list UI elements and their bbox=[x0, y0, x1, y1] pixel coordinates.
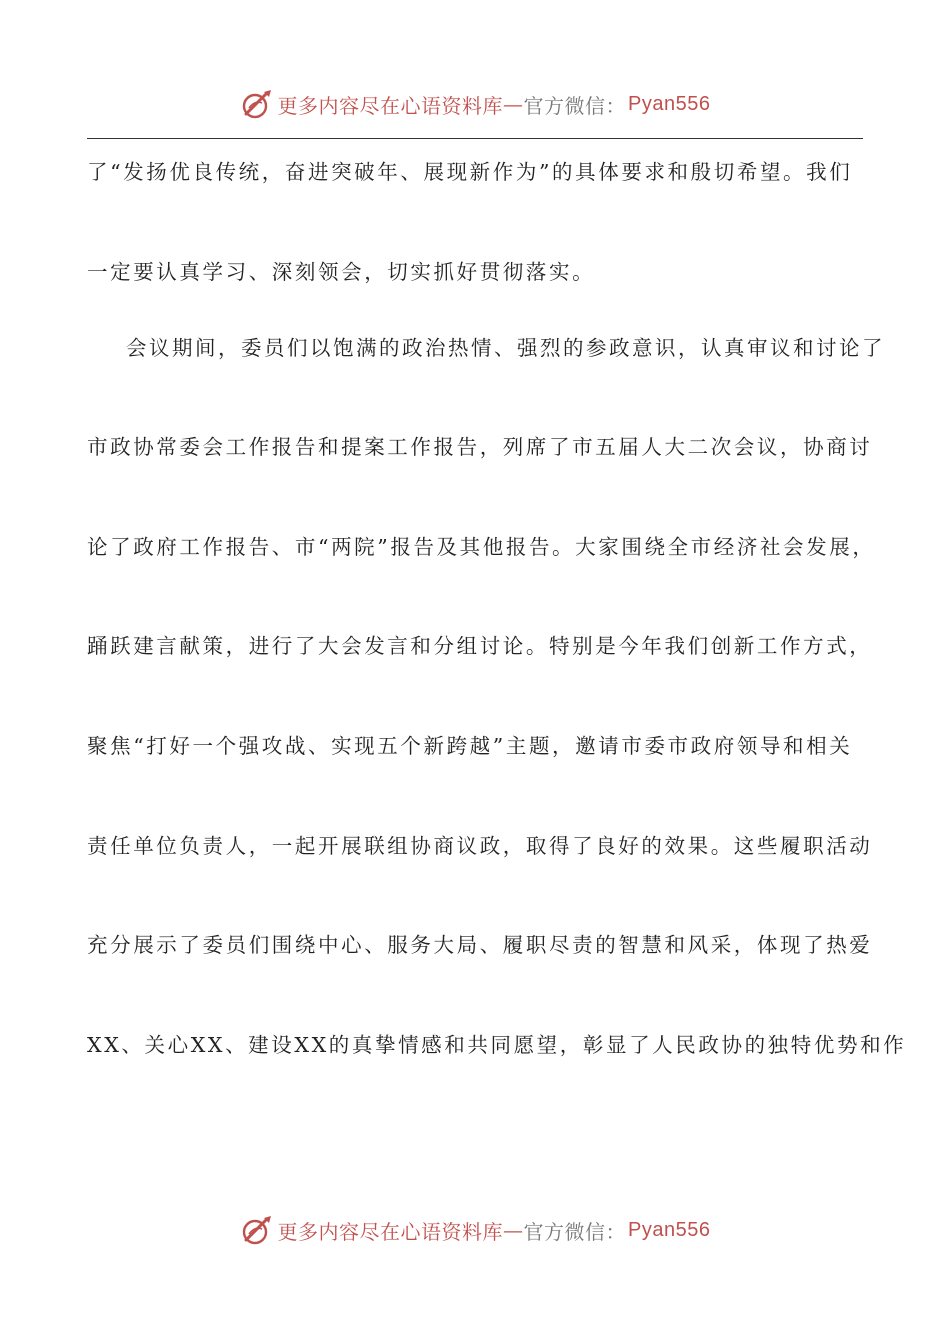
pen-logo-icon bbox=[240, 1213, 274, 1247]
banner-wechat-id: Pyan556 bbox=[628, 92, 711, 115]
paragraph-line: 会议期间，委员们以饱满的政治热情、强烈的参政意识，认真审议和讨论了 bbox=[126, 335, 885, 360]
header-divider bbox=[87, 138, 863, 139]
banner-title: 更多内容尽在心语资料库 bbox=[277, 93, 504, 118]
paragraph-line: 聚焦“打好一个强攻战、实现五个新跨越”主题，邀请市委市政府领导和相关 bbox=[87, 733, 853, 758]
header-banner bbox=[0, 84, 950, 124]
paragraph-line: 一定要认真学习、深刻领会，切实抓好贯彻落实。 bbox=[87, 259, 596, 284]
footer-banner-wechat-label: 官方微信： bbox=[523, 1219, 627, 1244]
paragraph-line: 踊跃建言献策，进行了大会发言和分组讨论。特别是今年我们创新工作方式， bbox=[87, 634, 873, 659]
footer-banner bbox=[0, 1210, 950, 1250]
paragraph-line: XX、关心XX、建设XX的真挚情感和共同愿望，彰显了人民政协的独特优势和作 bbox=[87, 1032, 907, 1057]
paragraph-line: 市政协常委会工作报告和提案工作报告，列席了市五届人大二次会议，协商讨 bbox=[87, 435, 873, 460]
footer-banner-separator: — bbox=[503, 1218, 524, 1242]
paragraph-line: 责任单位负责人，一起开展联组协商议政，取得了良好的效果。这些履职活动 bbox=[87, 833, 873, 858]
paragraph-line: 论了政府工作报告、市“两院”报告及其他报告。大家围绕全市经济社会发展， bbox=[87, 534, 876, 559]
document-body bbox=[87, 148, 907, 1120]
banner-wechat-label: 官方微信： bbox=[523, 93, 627, 118]
paragraph-line: 充分展示了委员们围绕中心、服务大局、履职尽责的智慧和风采，体现了热爱 bbox=[87, 933, 873, 958]
banner-separator: — bbox=[503, 92, 524, 116]
footer-banner-wechat-id: Pyan556 bbox=[628, 1218, 711, 1241]
pen-logo-icon bbox=[240, 87, 274, 121]
paragraph-line: 了“发扬优良传统，奋进突破年、展现新作为”的具体要求和殷切希望。我们 bbox=[87, 160, 853, 184]
footer-banner-title: 更多内容尽在心语资料库 bbox=[277, 1219, 504, 1244]
